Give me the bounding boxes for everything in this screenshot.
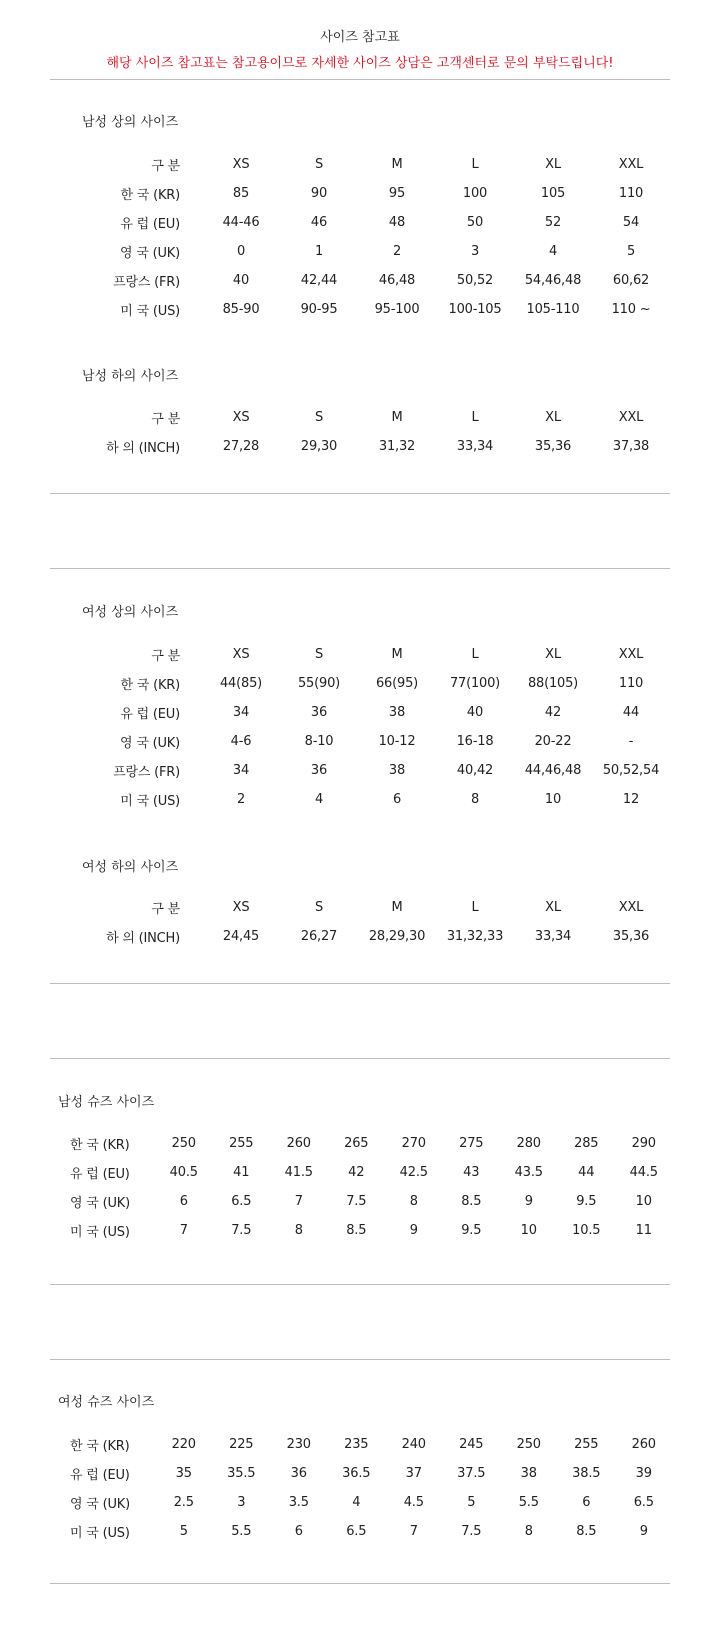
table-cell: -	[628, 734, 634, 749]
column-header: S	[314, 410, 324, 425]
table-cell: 7	[294, 1194, 303, 1209]
table-row	[70, 669, 670, 698]
table-cell: 41.5	[284, 1165, 313, 1180]
column-header: XL	[545, 647, 561, 662]
table-cell: 240	[401, 1437, 426, 1452]
table-cell: 38	[388, 705, 406, 720]
table-cell: 3	[237, 1495, 246, 1510]
column-header: L	[471, 900, 479, 915]
table-row	[70, 1488, 673, 1517]
table-cell: 9.5	[461, 1223, 482, 1238]
row-label: 영 국 (UK)	[120, 246, 180, 261]
column-header: XS	[232, 410, 250, 425]
page-title: 사이즈 참고표	[320, 30, 400, 45]
column-header: S	[314, 900, 324, 915]
table-cell: 60,62	[612, 273, 650, 288]
table-cell: 36	[290, 1466, 307, 1481]
table-cell: 37.5	[457, 1466, 486, 1481]
table-cell: 2.5	[173, 1495, 194, 1510]
table-cell: 6.5	[346, 1524, 367, 1539]
table-cell: 34	[232, 763, 250, 778]
table-cell: 220	[171, 1437, 196, 1452]
section-title-women-shoes: 여성 슈즈 사이즈	[58, 1395, 155, 1410]
table-cell: 265	[344, 1136, 369, 1151]
table-cell: 10	[520, 1223, 537, 1238]
column-header: XL	[545, 157, 561, 172]
table-cell: 4	[548, 244, 558, 259]
table-cell: 5.5	[231, 1524, 252, 1539]
table-cell: 55(90)	[297, 676, 341, 691]
table-cell: 35,36	[534, 439, 572, 454]
table-cell: 275	[459, 1136, 484, 1151]
table-cell: 39	[635, 1466, 652, 1481]
table-cell: 7.5	[346, 1194, 367, 1209]
table-cell: 42,44	[300, 273, 338, 288]
table-cell: 8.5	[576, 1524, 597, 1539]
table-cell: 34	[232, 705, 250, 720]
table-cell: 9.5	[576, 1194, 597, 1209]
table-row	[70, 208, 670, 237]
row-label: 한 국 (KR)	[70, 1439, 130, 1454]
table-cell: 290	[631, 1136, 656, 1151]
table-row	[70, 432, 670, 461]
table-cell: 77(100)	[449, 676, 501, 691]
column-header: XS	[232, 900, 250, 915]
table-body	[70, 403, 670, 461]
column-header: L	[471, 410, 479, 425]
section-title-men-shoes: 남성 슈즈 사이즈	[58, 1095, 155, 1110]
table-cell: 38	[388, 763, 406, 778]
table-cell: 27,28	[222, 439, 260, 454]
row-label: 영 국 (UK)	[70, 1497, 130, 1512]
table-cell: 250	[516, 1437, 541, 1452]
table-cell: 42.5	[399, 1165, 428, 1180]
table-cell: 35,36	[612, 929, 650, 944]
divider	[50, 568, 670, 569]
column-header: M	[391, 647, 403, 662]
table-cell: 37	[405, 1466, 422, 1481]
table-cell: 38	[520, 1466, 537, 1481]
column-header: XXL	[618, 157, 644, 172]
table-cell: 280	[516, 1136, 541, 1151]
column-header: XXL	[618, 900, 644, 915]
table-row	[70, 295, 670, 324]
table-cell: 54	[622, 215, 640, 230]
divider	[50, 493, 670, 494]
table-cell: 4	[314, 792, 324, 807]
table-cell: 40.5	[169, 1165, 198, 1180]
table-cell: 235	[344, 1437, 369, 1452]
table-row	[70, 1216, 673, 1245]
table-cell: 10	[635, 1194, 652, 1209]
divider	[50, 983, 670, 984]
table-row	[70, 266, 670, 295]
table-cell: 7	[409, 1524, 418, 1539]
table-cell: 8.5	[346, 1223, 367, 1238]
table-cell: 24,45	[222, 929, 260, 944]
table-cell: 8.5	[461, 1194, 482, 1209]
row-label: 유 럽 (EU)	[120, 707, 180, 722]
row-label-header: 구 분	[151, 412, 180, 427]
table-cell: 44-46	[222, 215, 260, 230]
table-cell: 255	[229, 1136, 254, 1151]
table-row	[70, 1459, 673, 1488]
table-cell: 40,42	[456, 763, 494, 778]
table-cell: 44.5	[629, 1165, 658, 1180]
notice-text: 해당 사이즈 참고표는 참고용이므로 자세한 사이즈 상담은 고객센터로 문의 부탁드립니다!	[106, 56, 614, 71]
table-cell: 95	[388, 186, 406, 201]
table-cell: 44(85)	[219, 676, 263, 691]
table-cell: 44,46,48	[524, 763, 582, 778]
table-header-row	[70, 150, 670, 179]
table-cell: 9	[409, 1223, 418, 1238]
table-cell: 3	[470, 244, 480, 259]
table-cell: 105-110	[526, 302, 580, 317]
table-body	[70, 640, 670, 814]
table-cell: 41	[233, 1165, 250, 1180]
table-cell: 40	[232, 273, 250, 288]
table-row	[70, 1158, 673, 1187]
table-cell: 29,30	[300, 439, 338, 454]
row-label-header: 구 분	[151, 159, 180, 174]
table-cell: 6.5	[231, 1194, 252, 1209]
table-cell: 5.5	[518, 1495, 539, 1510]
table-cell: 260	[631, 1437, 656, 1452]
column-header: L	[471, 647, 479, 662]
row-label: 한 국 (KR)	[120, 678, 180, 693]
table-cell: 50,52	[456, 273, 494, 288]
table-body	[70, 1129, 673, 1245]
table-cell: 54,46,48	[524, 273, 582, 288]
men-shoes-table	[70, 1129, 673, 1245]
column-header: XL	[545, 410, 561, 425]
row-label-header: 구 분	[151, 649, 180, 664]
table-cell: 110	[618, 186, 644, 201]
table-cell: 8	[409, 1194, 418, 1209]
table-cell: 6	[392, 792, 402, 807]
table-cell: 44	[578, 1165, 595, 1180]
divider	[50, 79, 670, 80]
table-cell: 250	[171, 1136, 196, 1151]
section-title-women-bottom: 여성 하의 사이즈	[82, 860, 179, 875]
column-header: S	[314, 157, 324, 172]
row-label: 영 국 (UK)	[120, 736, 180, 751]
table-cell: 10	[544, 792, 562, 807]
section-title-men-top: 남성 상의 사이즈	[82, 115, 179, 130]
table-cell: 90	[310, 186, 328, 201]
table-row	[70, 727, 670, 756]
table-cell: 43.5	[514, 1165, 543, 1180]
table-cell: 46	[310, 215, 328, 230]
table-cell: 36	[310, 705, 328, 720]
table-cell: 50	[466, 215, 484, 230]
table-row	[70, 1129, 673, 1158]
table-cell: 6	[294, 1524, 303, 1539]
table-cell: 26,27	[300, 929, 338, 944]
table-cell: 4.5	[403, 1495, 424, 1510]
row-label: 유 럽 (EU)	[70, 1167, 130, 1182]
table-cell: 42	[348, 1165, 365, 1180]
row-label-header: 구 분	[151, 902, 180, 917]
table-cell: 42	[544, 705, 562, 720]
table-cell: 255	[574, 1437, 599, 1452]
table-cell: 36.5	[342, 1466, 371, 1481]
table-cell: 110 ~	[611, 302, 651, 317]
divider	[50, 1284, 670, 1285]
women-bottom-table	[70, 893, 670, 951]
row-label: 유 럽 (EU)	[70, 1468, 130, 1483]
table-cell: 46,48	[378, 273, 416, 288]
table-header-row	[70, 403, 670, 432]
table-cell: 11	[635, 1223, 652, 1238]
table-header-row	[70, 640, 670, 669]
table-cell: 28,29,30	[368, 929, 426, 944]
table-cell: 6	[582, 1495, 591, 1510]
table-cell: 105	[540, 186, 566, 201]
column-header: XL	[545, 900, 561, 915]
table-cell: 66(95)	[375, 676, 419, 691]
table-cell: 7.5	[461, 1524, 482, 1539]
table-cell: 85-90	[222, 302, 260, 317]
table-cell: 8	[470, 792, 480, 807]
table-cell: 88(105)	[527, 676, 579, 691]
table-cell: 33,34	[534, 929, 572, 944]
table-cell: 20-22	[534, 734, 572, 749]
row-label: 미 국 (US)	[70, 1526, 130, 1541]
table-cell: 5	[179, 1524, 188, 1539]
table-body	[70, 893, 670, 951]
women-shoes-table	[70, 1430, 673, 1546]
table-row	[70, 698, 670, 727]
women-top-table	[70, 640, 670, 814]
column-header: M	[391, 157, 403, 172]
row-label: 한 국 (KR)	[120, 188, 180, 203]
table-body	[70, 150, 670, 324]
table-cell: 90-95	[300, 302, 338, 317]
row-label: 프랑스 (FR)	[113, 275, 180, 290]
row-label: 한 국 (KR)	[70, 1138, 130, 1153]
table-cell: 31,32,33	[446, 929, 504, 944]
table-row	[70, 1517, 673, 1546]
divider	[50, 1359, 670, 1360]
table-cell: 35.5	[227, 1466, 256, 1481]
table-cell: 6	[179, 1194, 188, 1209]
table-cell: 40	[466, 705, 484, 720]
table-cell: 110	[618, 676, 644, 691]
table-body	[70, 1430, 673, 1546]
section-title-women-top: 여성 상의 사이즈	[82, 605, 179, 620]
table-row	[70, 922, 670, 951]
row-label: 미 국 (US)	[120, 794, 180, 809]
table-cell: 5	[626, 244, 636, 259]
table-row	[70, 237, 670, 266]
table-cell: 31,32	[378, 439, 416, 454]
table-row	[70, 179, 670, 208]
table-row	[70, 785, 670, 814]
table-cell: 245	[459, 1437, 484, 1452]
divider	[50, 1583, 670, 1584]
table-cell: 35	[175, 1466, 192, 1481]
divider	[50, 1058, 670, 1059]
table-cell: 10-12	[378, 734, 416, 749]
table-cell: 43	[463, 1165, 480, 1180]
table-cell: 230	[286, 1437, 311, 1452]
row-label: 미 국 (US)	[70, 1225, 130, 1240]
row-label: 영 국 (UK)	[70, 1196, 130, 1211]
column-header: M	[391, 410, 403, 425]
table-cell: 6.5	[633, 1495, 654, 1510]
table-cell: 4-6	[230, 734, 252, 749]
section-title-men-bottom: 남성 하의 사이즈	[82, 369, 179, 384]
table-cell: 37,38	[612, 439, 650, 454]
table-cell: 7.5	[231, 1223, 252, 1238]
table-cell: 3.5	[288, 1495, 309, 1510]
table-header-row	[70, 893, 670, 922]
row-label: 하 의 (INCH)	[106, 441, 180, 456]
table-cell: 2	[392, 244, 402, 259]
table-cell: 12	[622, 792, 640, 807]
column-header: M	[391, 900, 403, 915]
table-cell: 16-18	[456, 734, 494, 749]
table-cell: 1	[314, 244, 324, 259]
table-cell: 0	[236, 244, 246, 259]
table-cell: 10.5	[572, 1223, 601, 1238]
men-top-table	[70, 150, 670, 324]
row-label: 미 국 (US)	[120, 304, 180, 319]
table-cell: 260	[286, 1136, 311, 1151]
column-header: XXL	[618, 647, 644, 662]
column-header: XS	[232, 647, 250, 662]
table-cell: 9	[524, 1194, 533, 1209]
table-cell: 44	[622, 705, 640, 720]
table-cell: 48	[388, 215, 406, 230]
table-cell: 270	[401, 1136, 426, 1151]
table-cell: 7	[179, 1223, 188, 1238]
table-cell: 100	[462, 186, 488, 201]
men-bottom-table	[70, 403, 670, 461]
column-header: S	[314, 647, 324, 662]
table-cell: 100-105	[448, 302, 502, 317]
table-cell: 52	[544, 215, 562, 230]
table-row	[70, 756, 670, 785]
table-row	[70, 1187, 673, 1216]
row-label: 프랑스 (FR)	[113, 765, 180, 780]
table-row	[70, 1430, 673, 1459]
row-label: 유 럽 (EU)	[120, 217, 180, 232]
table-cell: 5	[467, 1495, 476, 1510]
table-cell: 33,34	[456, 439, 494, 454]
column-header: XS	[232, 157, 250, 172]
table-cell: 2	[236, 792, 246, 807]
table-cell: 225	[229, 1437, 254, 1452]
column-header: XXL	[618, 410, 644, 425]
table-cell: 36	[310, 763, 328, 778]
table-cell: 38.5	[572, 1466, 601, 1481]
column-header: L	[471, 157, 479, 172]
table-cell: 8	[294, 1223, 303, 1238]
table-cell: 95-100	[374, 302, 420, 317]
table-cell: 285	[574, 1136, 599, 1151]
table-cell: 4	[352, 1495, 361, 1510]
row-label: 하 의 (INCH)	[106, 931, 180, 946]
table-cell: 50,52,54	[602, 763, 660, 778]
table-cell: 8-10	[304, 734, 334, 749]
table-cell: 8	[524, 1524, 533, 1539]
table-cell: 85	[232, 186, 250, 201]
table-cell: 9	[639, 1524, 648, 1539]
